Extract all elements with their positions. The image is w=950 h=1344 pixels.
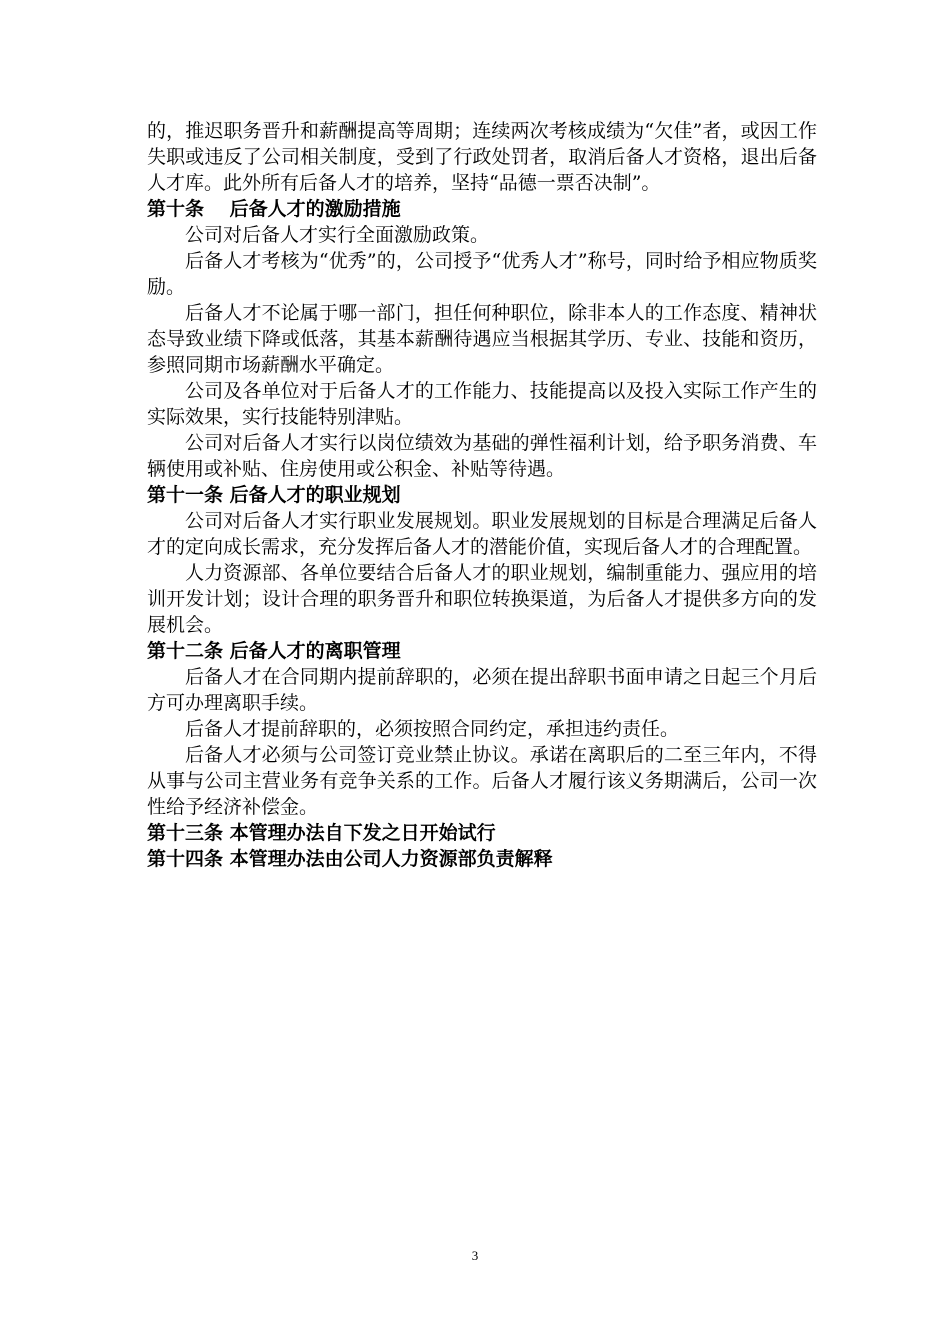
body-paragraph: 的，推迟职务晋升和薪酬提高等周期；连续两次考核成绩为“欠佳”者，或因工作失职或违反了公司相关制度，受到了行政处罚者，取消后备人才资格，退出后备人才库。此外所有后备人才的培养，坚持“品德一票否决制”。 — [147, 120, 817, 194]
body-paragraph: 公司对后备人才实行职业发展规划。职业发展规划的目标是合理满足后备人才的定向成长需求，充分发挥后备人才的潜能价值，实现后备人才的合理配置。 — [147, 510, 817, 558]
body-paragraph: 后备人才必须与公司签订竞业禁止协议。承诺在离职后的二至三年内，不得从事与公司主营业务有竞争关系的工作。后备人才履行该义务期满后，公司一次性给予经济补偿金。 — [147, 744, 817, 818]
body-paragraph: 后备人才提前辞职的，必须按照合同约定，承担违约责任。 — [185, 718, 680, 740]
body-paragraph: 公司及各单位对于后备人才的工作能力、技能提高以及投入实际工作产生的实际效果，实行技能特别津贴。 — [147, 380, 817, 428]
section-heading: 第十三条 本管理办法自下发之日开始试行 — [147, 822, 496, 844]
section-heading: 第十条 后备人才的激励措施 — [147, 198, 401, 220]
body-paragraph: 后备人才在合同期内提前辞职的，必须在提出辞职书面申请之日起三个月后方可办理离职手续。 — [147, 666, 817, 714]
body-paragraph: 公司对后备人才实行全面激励政策。 — [185, 224, 490, 246]
section-heading: 第十四条 本管理办法由公司人力资源部负责解释 — [147, 848, 553, 870]
page-number: 3 — [471, 1248, 479, 1263]
body-paragraph: 公司对后备人才实行以岗位绩效为基础的弹性福利计划，给予职务消费、车辆使用或补贴、住房使用或公积金、补贴等待遇。 — [147, 432, 817, 480]
section-heading: 第十一条 后备人才的职业规划 — [147, 484, 401, 506]
body-paragraph: 后备人才不论属于哪一部门，担任何种职位，除非本人的工作态度、精神状态导致业绩下降或低落，其基本薪酬待遇应当根据其学历、专业、技能和资历，参照同期市场薪酬水平确定。 — [147, 302, 817, 376]
body-paragraph: 人力资源部、各单位要结合后备人才的职业规划，编制重能力、强应用的培训开发计划；设计合理的职务晋升和职位转换渠道，为后备人才提供多方向的发展机会。 — [147, 562, 817, 636]
body-paragraph: 后备人才考核为“优秀”的，公司授予“优秀人才”称号，同时给予相应物质奖励。 — [147, 250, 817, 298]
document-body — [147, 118, 817, 872]
section-heading: 第十二条 后备人才的离职管理 — [147, 640, 401, 662]
